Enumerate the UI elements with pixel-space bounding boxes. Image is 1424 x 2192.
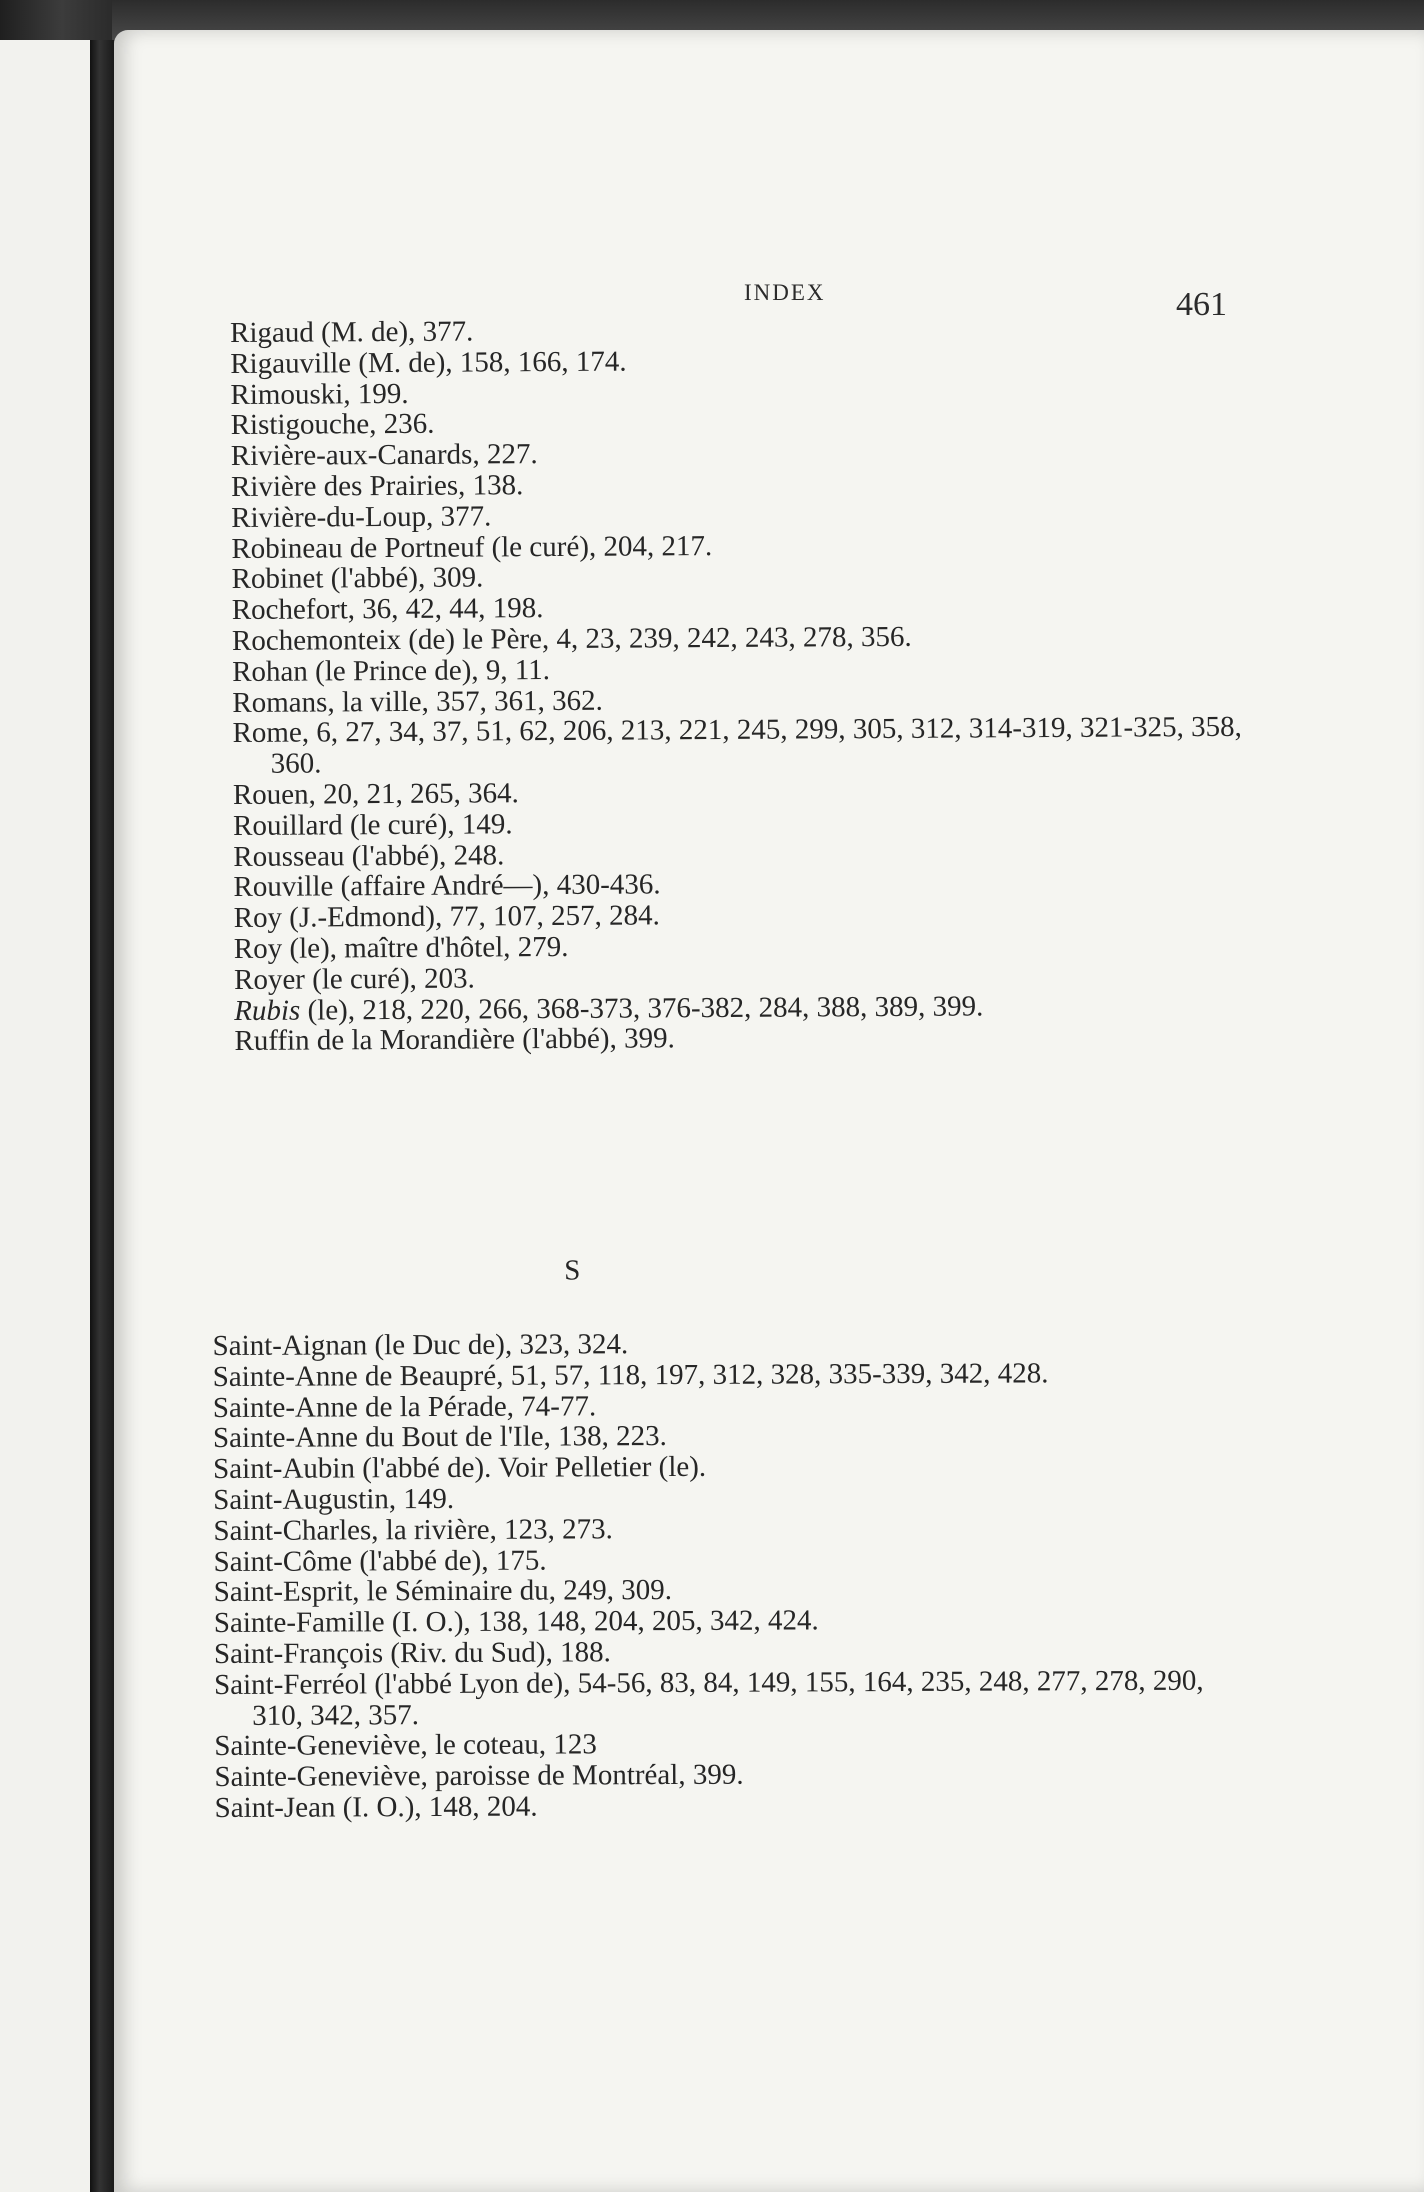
- index-entry: Royer (le curé), 203.: [233, 962, 475, 996]
- index-entry: Ruffin de la Morandière (l'abbé), 399.: [234, 1022, 675, 1058]
- index-entry: Saint-Ferréol (l'abbé Lyon de), 54-56, 83, 84, 149, 155, 164, 235, 248, 277, 278, 290, 310, 342, 357.: [214, 1664, 1204, 1732]
- page-number: 461: [1176, 286, 1227, 323]
- index-section-r: [230, 312, 1244, 1057]
- index-entry: Rouen, 20, 21, 265, 364.: [232, 777, 519, 811]
- index-entry: Saint-Charles, la rivière, 123, 273.: [213, 1513, 613, 1547]
- index-entry: Rochefort, 36, 42, 44, 198.: [231, 592, 544, 627]
- index-entry: Rivière-du-Loup, 377.: [231, 500, 492, 534]
- index-entry: Rigauville (M. de), 158, 166, 174.: [230, 345, 627, 380]
- index-entry: Rohan (le Prince de), 9, 11.: [232, 653, 551, 688]
- section-letter: S: [564, 1254, 581, 1287]
- index-entry: Sainte-Famille (I. O.), 138, 148, 204, 205, 342, 424.: [213, 1604, 819, 1640]
- index-entry: Sainte-Geneviève, paroisse de Montréal, 399.: [214, 1758, 744, 1794]
- index-entry: Ristigouche, 236.: [230, 408, 435, 442]
- index-entry: Rouville (affaire André—), 430-436.: [233, 868, 661, 904]
- index-entry: Robinet (l'abbé), 309.: [231, 561, 484, 596]
- index-entry: Robineau de Portneuf (le curé), 204, 217.: [231, 529, 713, 565]
- index-entry: Rimouski, 199.: [230, 377, 409, 411]
- index-entry: Sainte-Geneviève, le coteau, 123: [214, 1728, 597, 1763]
- book-gutter: [90, 40, 114, 2192]
- index-entry: Rouillard (le curé), 149.: [233, 808, 513, 842]
- index-entry: Saint-Jean (I. O.), 148, 204.: [214, 1790, 538, 1824]
- index-entry: Sainte-Anne du Bout de l'Ile, 138, 223.: [212, 1420, 667, 1455]
- index-entry: Rivière-aux-Canards, 227.: [230, 438, 538, 473]
- index-entry: Rivière des Prairies, 138.: [230, 469, 524, 503]
- index-entry: Saint-Aubin (l'abbé de). Voir Pelletier (le).: [213, 1451, 707, 1486]
- index-entry: Romans, la ville, 357, 361, 362.: [232, 684, 603, 719]
- index-entry: Sainte-Anne de la Pérade, 74-77.: [212, 1389, 597, 1424]
- index-entry: Saint-Aignan (le Duc de), 323, 324.: [212, 1328, 629, 1362]
- index-entry: Roy (le), maître d'hôtel, 279.: [233, 930, 569, 965]
- index-entry: Rome, 6, 27, 34, 37, 51, 62, 206, 213, 221, 245, 299, 305, 312, 314-319, 321-325, 358, 360.: [232, 711, 1242, 780]
- index-entry: Rochemonteix (de) le Père, 4, 23, 239, 242, 243, 278, 356.: [231, 620, 912, 657]
- index-entry: Rigaud (M. de), 377.: [229, 315, 474, 349]
- index-entry: Saint-Esprit, le Séminaire du, 249, 309.: [213, 1574, 673, 1609]
- index-entry: Sainte-Anne de Beaupré, 51, 57, 118, 197, 312, 328, 335-339, 342, 428.: [212, 1357, 1049, 1393]
- index-entry: Saint-Côme (l'abbé de), 175.: [213, 1544, 547, 1578]
- facing-page-edge: [0, 40, 90, 2192]
- running-head: INDEX: [744, 280, 826, 305]
- index-entry: Saint-François (Riv. du Sud), 188.: [213, 1636, 611, 1670]
- italic-title: Rubis: [234, 994, 301, 1027]
- index-section-s: [212, 1205, 1255, 1823]
- index-entry-rest: (le), 218, 220, 266, 368-373, 376-382, 284, 388, 389, 399.: [300, 989, 984, 1027]
- index-entry: Roy (J.-Edmond), 77, 107, 257, 284.: [233, 899, 660, 935]
- index-entry: Saint-Augustin, 149.: [213, 1482, 455, 1516]
- index-entry: Rousseau (l'abbé), 248.: [233, 838, 505, 873]
